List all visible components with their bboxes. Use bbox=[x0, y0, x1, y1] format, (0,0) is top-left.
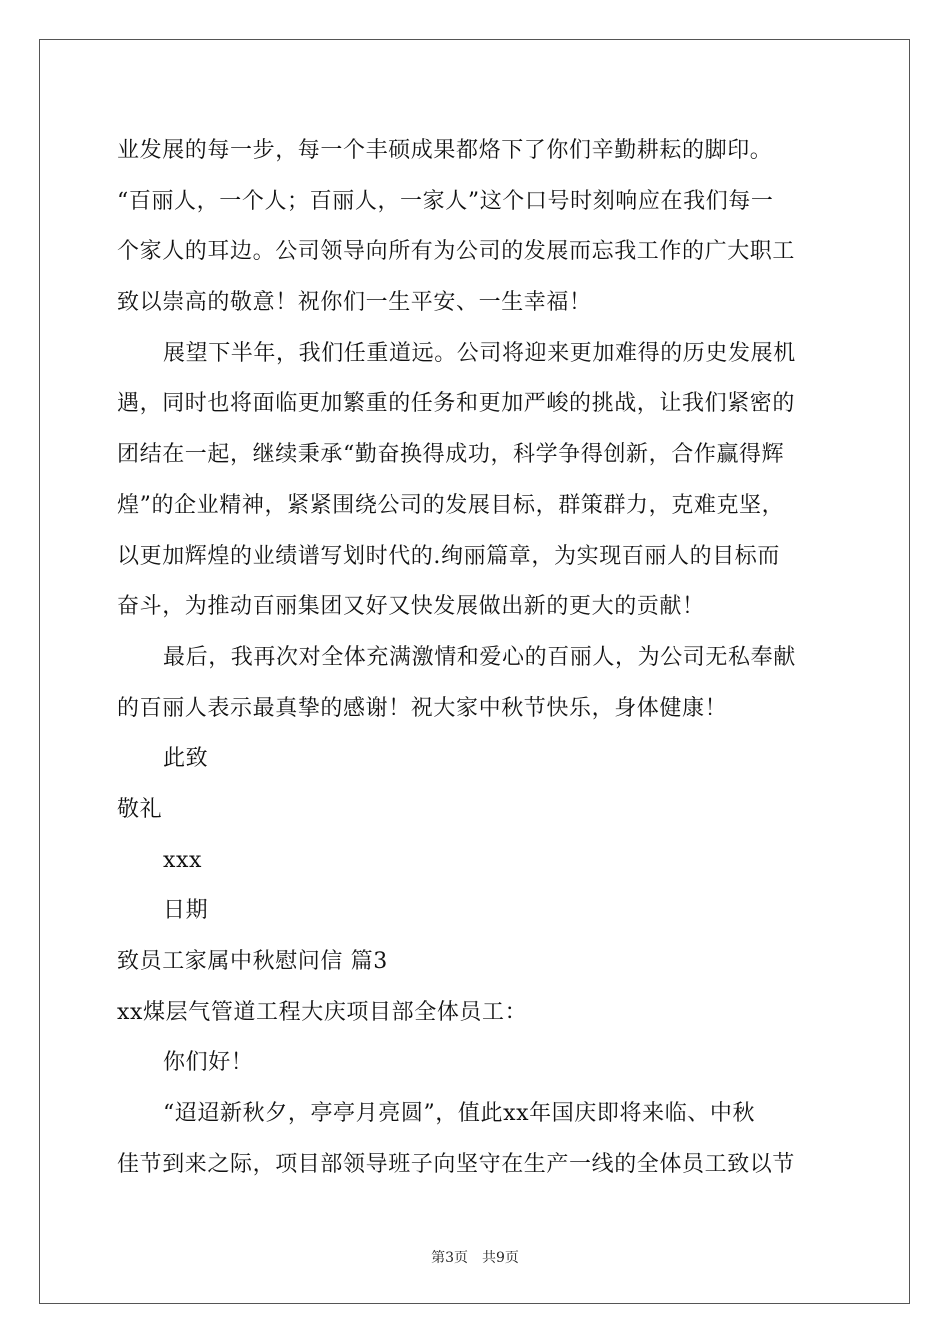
letter-greeting: 你们好！ bbox=[163, 1050, 254, 1076]
page-number-footer: 第3页 共9页 bbox=[431, 1250, 519, 1266]
document-body bbox=[117, 126, 837, 1190]
letter-recipient: xx煤层气管道工程大庆项目部全体员工： bbox=[117, 999, 528, 1025]
text-line: 的百丽人表示最真挚的感谢！祝大家中秋节快乐，身体健康！ bbox=[117, 695, 728, 721]
closing-salutation: 此致 bbox=[163, 746, 209, 772]
text-line: 业发展的每一步，每一个丰硕成果都烙下了你们辛勤耕耘的脚印。 bbox=[117, 138, 773, 163]
text-line: 最后，我再次对全体充满激情和爱心的百丽人，为公司无私奉献 bbox=[163, 644, 796, 670]
text-line: 以更加辉煌的业绩谱写划时代的.绚丽篇章，为实现百丽人的目标而 bbox=[117, 543, 780, 569]
text-line: 佳节到来之际，项目部领导班子向坚守在生产一线的全体员工致以节 bbox=[117, 1151, 796, 1177]
signature-name: xxx bbox=[163, 847, 203, 873]
text-line: 煌”的企业精神，紧紧围绕公司的发展目标，群策群力，克难克坚， bbox=[117, 492, 785, 518]
text-line: 致以崇高的敬意！祝你们一生平安、一生幸福！ bbox=[117, 290, 592, 316]
text-line: 个家人的耳边。公司领导向所有为公司的发展而忘我工作的广大职工 bbox=[117, 239, 796, 265]
text-line: 展望下半年，我们任重道远。公司将迎来更加难得的历史发展机 bbox=[163, 340, 796, 366]
text-line: 遇，同时也将面临更加繁重的任务和更加严峻的挑战，让我们紧密的 bbox=[117, 391, 796, 417]
text-line: 团结在一起，继续秉承“勤奋换得成功，科学争得创新，合作赢得辉 bbox=[117, 442, 785, 468]
text-line: “迢迢新秋夕，亭亭月亮圆”，值此xx年国庆即将来临、中秋 bbox=[163, 1101, 756, 1127]
section-heading: 致员工家属中秋慰问信 篇3 bbox=[117, 949, 388, 974]
text-line: 奋斗，为推动百丽集团又好又快发展做出新的更大的贡献！ bbox=[117, 594, 705, 620]
signature-date: 日期 bbox=[163, 898, 209, 924]
text-line: “百丽人，一个人；百丽人，一家人”这个口号时刻响应在我们每一 bbox=[117, 188, 774, 214]
closing-regards: 敬礼 bbox=[117, 796, 163, 822]
